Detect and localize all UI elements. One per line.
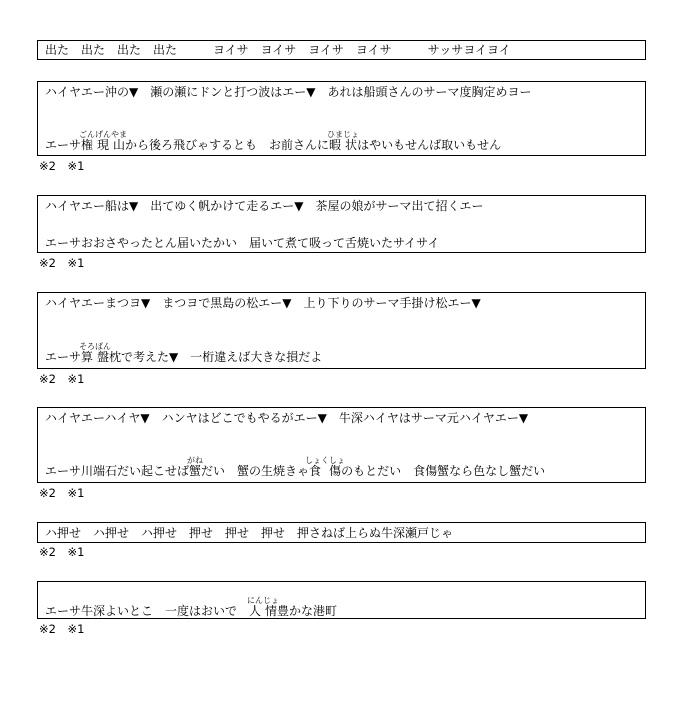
verse-4-ruby-1: 蟹がね <box>187 456 204 478</box>
verse-6-line-1-post: 豊かな港町 <box>277 604 338 618</box>
verse-6-note: ※2 ※1 <box>39 622 85 636</box>
verse-5-note: ※2 ※1 <box>39 545 85 559</box>
verse-3-box <box>37 292 646 369</box>
verse-3-line-2 <box>45 342 322 364</box>
verse-4-box <box>37 407 646 483</box>
verse-1-line-2 <box>45 130 501 152</box>
verse-1-line-2-mid: から後ろ飛びゃするとも お前さんに <box>125 138 330 152</box>
verse-2-box <box>37 195 646 253</box>
verse-6-line-1-pre: エーサ牛深よいとこ 一度はおいで <box>45 604 250 618</box>
verse-1-ruby-1: 権現山ごんげんやま <box>79 130 128 152</box>
intro-line: 出た 出た 出た 出た ヨイサ ヨイサ ヨイサ ヨイサ サッサヨイヨイ <box>45 43 511 57</box>
verse-1-ruby-2: 暇状ひまじょ <box>327 130 360 152</box>
verse-2-line-1: ハイヤエー船は▼ 出てゆく帆かけて走るエー▼ 茶屋の娘がサーマ出て招くエー <box>45 199 484 213</box>
verse-1-box <box>37 81 646 156</box>
verse-6-box <box>37 581 646 619</box>
verse-4-line-2-mid: だい 蟹の生焼きゃ <box>201 464 310 478</box>
verse-3-ruby-1: 算盤そろばん <box>79 342 112 364</box>
verse-4-line-2 <box>45 456 545 478</box>
verse-4-line-1: ハイヤエーハイヤ▼ ハンヤはどこでもやるがエー▼ 牛深ハイヤはサーマ元ハイヤエー▼ <box>45 411 529 425</box>
verse-4-line-2-post: のもとだい 食傷蟹なら色なし蟹だい <box>341 464 546 478</box>
verse-1-note: ※2 ※1 <box>39 159 85 173</box>
verse-1-line-2-pre: エーサ <box>45 138 82 152</box>
verse-5-box <box>37 522 646 543</box>
verse-6-ruby-1: 人情にんじょ <box>247 596 280 618</box>
verse-4-line-2-pre: エーサ川端石だい起こせば <box>45 464 190 478</box>
verse-6-line-1 <box>45 596 337 618</box>
verse-3-line-1: ハイヤエーまつヨ▼ まつヨで黒島の松エー▼ 上り下りのサーマ手掛け松エー▼ <box>45 296 481 310</box>
verse-1-line-2-post: はやいもせんば取いもせん <box>357 138 502 152</box>
verse-3-line-2-post: 枕で考えた▼ 一桁違えば大きな損だよ <box>109 350 323 364</box>
verse-2-line-2: エーサおおさやったとん届いたかい 届いて煮て吸って舌焼いたサイサイ <box>45 236 440 250</box>
intro-box <box>37 40 646 60</box>
verse-1-line-1: ハイヤエー沖の▼ 瀬の瀬にドンと打つ波はエー▼ あれは船頭さんのサーマ度胸定めヨー <box>45 85 532 99</box>
verse-4-note: ※2 ※1 <box>39 486 85 500</box>
verse-5-line-1: ハ押せ ハ押せ ハ押せ 押せ 押せ 押せ 押さねば上らぬ牛深瀬戸じゃ <box>45 526 454 540</box>
verse-2-note: ※2 ※1 <box>39 256 85 270</box>
verse-3-note: ※2 ※1 <box>39 372 85 386</box>
verse-4-ruby-2: 食傷しょくしょ <box>305 456 346 478</box>
verse-3-line-2-pre: エーサ <box>45 350 82 364</box>
